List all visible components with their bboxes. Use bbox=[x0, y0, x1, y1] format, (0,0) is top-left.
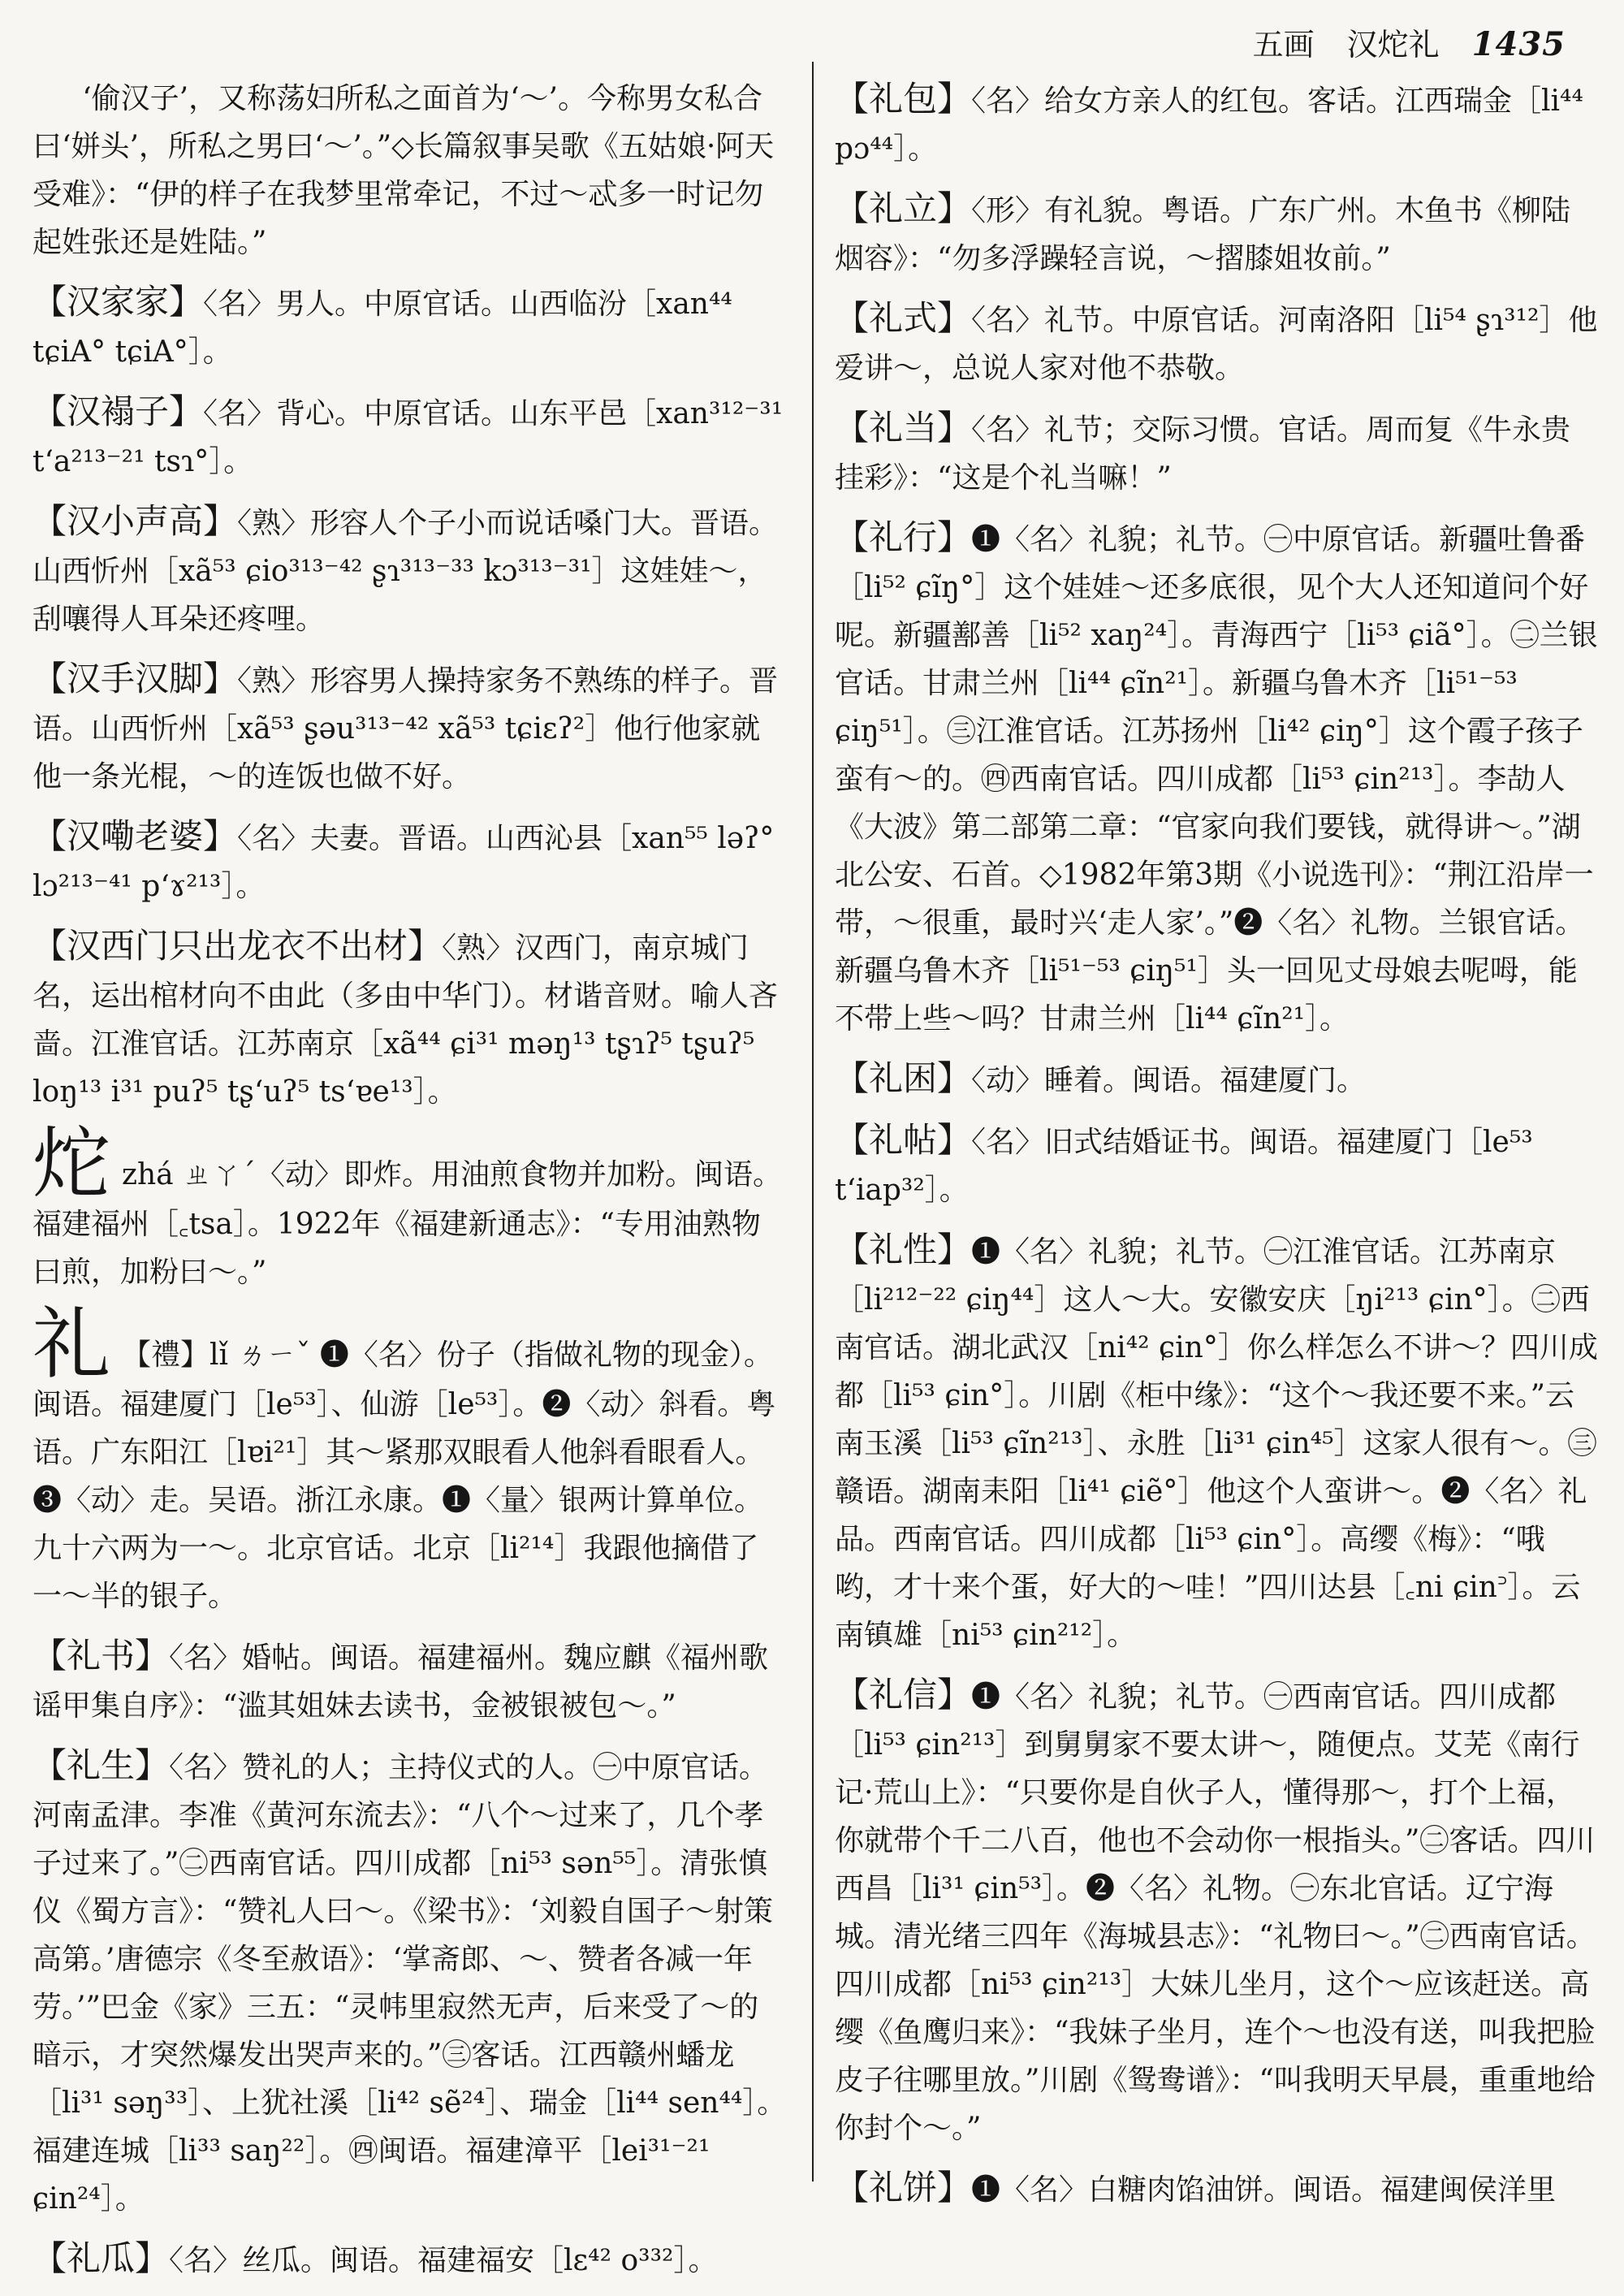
entry-headword: 【礼饼】 bbox=[835, 2168, 972, 2207]
entry-definition: 〈名〉礼节；交际习惯。官话。周而复《牛永贵挂彩》：“这是个礼当嘛！” bbox=[835, 413, 1571, 495]
entry-headword: 【汉西门只出龙衣不出材】 bbox=[32, 926, 443, 966]
entry-definition: 〈名〉男人。中原官话。山西临汾［xan⁴⁴ tɕiA° tɕiA°］。 bbox=[32, 288, 732, 369]
dictionary-entry bbox=[835, 294, 1598, 392]
dictionary-entry bbox=[835, 1671, 1598, 2152]
entry-definition: 〈动〉睡着。闽语。福建厦门。 bbox=[971, 1064, 1367, 1097]
entry-headword: 【礼瓜】 bbox=[32, 2238, 170, 2278]
entry-definition: 〈名〉旧式结婚证书。闽语。福建厦门［le⁵³ tʻiap³²］。 bbox=[835, 1126, 1533, 1207]
dictionary-entry bbox=[835, 184, 1598, 283]
entry-definition: ❶〈名〉礼貌；礼节。㊀江淮官话。江苏南京［li²¹²⁻²² ɕiŋ⁴⁴］这人～大。安徽安庆［ŋi²¹³ ɕin°］。㊁西南官话。湖北武汉［ni⁴² ɕin°］你么样怎么不讲～？四川成都［li⁵³ ɕin°］。川剧《柜中缘》：“这个～我还要不来。”云南玉溪［li⁵³ ɕĩn²¹³］、永胜［li³¹ ɕin⁴⁵］这家人很有～。㊂赣语。湖南耒阳［li⁴¹ ɕiẽ°］他这个人蛮讲～。❷〈名〉礼品。西南官话。四川成都［li⁵³ ɕin°］。高缨《梅》：“哦哟，才十来个蛋，好大的～哇！”四川达县［꜀ni ɕin꜄］。云南镇雄［ni⁵³ ɕin²¹²］。 bbox=[835, 1235, 1598, 1652]
dictionary-entry bbox=[835, 2164, 1598, 2214]
entry-definition: 〈名〉背心。中原官话。山东平邑［xan³¹²⁻³¹ tʻa²¹³⁻²¹ tsɿ°］。 bbox=[32, 397, 784, 478]
dictionary-entry bbox=[32, 1299, 788, 1620]
entry-definition: 【禮】lǐ ㄌㄧˇ ❶〈名〉份子（指做礼物的现金）。闽语。福建厦门［le⁵³］、仙游［le⁵³］。❷〈动〉斜看。粤语。广东阳江［lɐi²¹］其～紧那双眼看人他斜看眼看人。❸〈动〉走。吴语。浙江永康。❶〈量〉银两计算单位。九十六两为一～。北京官话。北京［li²¹⁴］我跟他摘借了一～半的银子。 bbox=[32, 1338, 776, 1613]
entry-headword: 【礼信】 bbox=[835, 1675, 972, 1714]
dictionary-entry bbox=[32, 655, 788, 801]
running-header bbox=[1253, 19, 1566, 64]
dictionary-entry bbox=[32, 1118, 788, 1296]
entry-headword: 【礼生】 bbox=[32, 1745, 170, 1785]
entry-headword: 【汉手汉脚】 bbox=[32, 659, 238, 698]
dictionary-entry bbox=[32, 2234, 788, 2285]
entry-headword: 【汉小声高】 bbox=[32, 501, 238, 541]
left-entries bbox=[32, 278, 788, 2285]
dictionary-entry bbox=[32, 1632, 788, 1730]
dictionary-entry bbox=[32, 922, 788, 1116]
header-chars: 汉炨礼 bbox=[1346, 27, 1440, 63]
entry-definition: 〈熟〉汉西门，南京城门名，运出棺材向不由此（多由中华门）。材谐音财。喻人吝啬。江淮官话。江苏南京［xã⁴⁴ ɕi³¹ məŋ¹³ tʂɿʔ⁵ tʂuʔ⁵ loŋ¹³ i³¹ puʔ⁵ tʂʻuʔ⁵ tsʻɐe¹³］。 bbox=[32, 932, 779, 1109]
dictionary-entry bbox=[835, 513, 1598, 1043]
entry-headword: 【汉家家】 bbox=[32, 282, 204, 322]
entry-definition: zhá ㄓㄚˊ〈动〉即炸。用油煎食物并加粉。闽语。福建福州［꜀tsa］。1922年《福建新通志》：“专用油熟物曰煎，加粉曰～。” bbox=[32, 1158, 783, 1289]
entry-definition: 〈名〉给女方亲人的红包。客话。江西瑞金［li⁴⁴ pɔ⁴⁴］。 bbox=[835, 84, 1583, 166]
entry-headword: 【礼式】 bbox=[835, 298, 972, 338]
dictionary-entry bbox=[32, 812, 788, 910]
entry-definition: ❶〈名〉礼貌；礼节。㊀西南官话。四川成都［li⁵³ ɕin²¹³］到舅舅家不要太讲～，随便点。艾芜《南行记·荒山上》：“只要你是自伙子人，懂得那～，打个上福，你就带个千二八百，他也不会动你一根指头。”㊁客话。四川西昌［li³¹ ɕin⁵³］。❷〈名〉礼物。㊀东北官话。辽宁海城。清光绪三四年《海城县志》：“礼物曰～。”㊁西南官话。四川成都［ni⁵³ ɕin²¹³］大妹儿坐月，这个～应该赶送。高缨《鱼鹰归来》：“我妹子坐月，连个～也没有送，叫我把脸皮子往哪里放。”川剧《鸳鸯谱》：“叫我明天早晨，重重地给你封个～。” bbox=[835, 1680, 1596, 2145]
entry-definition: 〈熟〉形容男人操持家务不熟练的样子。晋语。山西忻州［xã⁵³ ʂəu³¹³⁻⁴² xã⁵³ tɕiɛʔ²］他行他家就他一条光棍，～的连饭也做不好。 bbox=[32, 664, 779, 793]
entry-headword: 【礼包】 bbox=[835, 79, 972, 119]
entry-headword: 【礼立】 bbox=[835, 188, 972, 228]
entry-headword: 【礼行】 bbox=[835, 517, 972, 557]
head-character: 礼 bbox=[32, 1299, 110, 1390]
dictionary-entry bbox=[835, 1226, 1598, 1659]
entry-definition: 〈名〉礼节。中原官话。河南洛阳［li⁵⁴ ʂɿ³¹²］他爱讲～，总说人家对他不恭敬。 bbox=[835, 304, 1598, 385]
entry-headword: 【礼帖】 bbox=[835, 1120, 972, 1160]
entry-definition: ❶〈名〉白糖肉馅油饼。闽语。福建闽侯洋里 bbox=[971, 2173, 1557, 2207]
head-character: 炨 bbox=[32, 1118, 110, 1209]
dictionary-entry bbox=[32, 387, 788, 486]
dictionary-entry bbox=[835, 404, 1598, 502]
dictionary-entry bbox=[835, 75, 1598, 173]
entry-definition: ❶〈名〉礼貌；礼节。㊀中原官话。新疆吐鲁番［li⁵² ɕĩŋ°］这个娃娃～还多底很，见个大人还知道问个好呢。新疆鄯善［li⁵² xaŋ²⁴］。青海西宁［li⁵³ ɕiã°］。㊁兰银官话。甘肃兰州［li⁴⁴ ɕĩn²¹］。新疆乌鲁木齐［li⁵¹⁻⁵³ ɕiŋ⁵¹］。㊂江淮官话。江苏扬州［li⁴² ɕiŋ°］这个霞子孩子蛮有～的。㊃西南官话。四川成都［li⁵³ ɕin²¹³］。李劼人《大波》第二部第二章：“官家向我们要钱，就得讲～。”湖北公安、石首。◇1982年第3期《小说选刊》：“荆江沿岸一带，～很重，最时兴‘走人家’。”❷〈名〉礼物。兰银官话。新疆乌鲁木齐［li⁵¹⁻⁵³ ɕiŋ⁵¹］头一回见丈母娘去呢呣，能不带上些～吗？甘肃兰州［li⁴⁴ ɕĩn²¹］。 bbox=[835, 523, 1598, 1036]
entry-headword: 【礼书】 bbox=[32, 1636, 170, 1676]
entry-headword: 【礼性】 bbox=[835, 1230, 972, 1269]
entry-definition: 〈名〉夫妻。晋语。山西沁县［xan⁵⁵ ləʔ° lɔ²¹³⁻⁴¹ pʻɤ²¹³］。 bbox=[32, 822, 775, 903]
page-number: 1435 bbox=[1471, 25, 1566, 63]
entry-definition: 〈名〉丝瓜。闽语。福建福安［lɛ⁴² o³³²］。 bbox=[169, 2244, 718, 2277]
dictionary-entry bbox=[835, 1054, 1598, 1105]
entry-headword: 【礼当】 bbox=[835, 408, 972, 448]
dictionary-entry bbox=[32, 1741, 788, 2223]
entry-headword: 【汉嘞老婆】 bbox=[32, 816, 238, 856]
entry-definition: 〈熟〉形容人个子小而说话嗓门大。晋语。山西忻州［xã⁵³ ɕio³¹³⁻⁴² ʂɿ³¹³⁻³³ kɔ³¹³⁻³¹］这娃娃～，刮嚷得人耳朵还疼哩。 bbox=[32, 507, 779, 636]
entry-definition: 〈名〉赞礼的人；主持仪式的人。㊀中原官话。河南孟津。李准《黄河东流去》：“八个～过来了，几个孝子过来了。”㊁西南官话。四川成都［ni⁵³ sən⁵⁵］。清张慎仪《蜀方言》：“赞礼人曰～。《梁书》：‘刘毅自国子～射策高第。’唐德宗《冬至赦语》：‘掌斋郎、～、赞者各减一年劳。’”巴金《家》三五：“灵帏里寂然无声，后来受了～的暗示，才突然爆发出哭声来的。”㊂客话。江西赣州蟠龙［li³¹ səŋ³³］、上犹社溪［li⁴² sẽ²⁴］、瑞金［li⁴⁴ sen⁴⁴］。福建连城［li³³ saŋ²²］。㊃闽语。福建漳平［lei³¹⁻²¹ ɕin²⁴］。 bbox=[32, 1751, 787, 2216]
entry-headword: 【礼困】 bbox=[835, 1058, 972, 1098]
column-divider bbox=[812, 62, 814, 2181]
header-section: 五画 bbox=[1252, 27, 1315, 63]
entry-headword: 【汉褟子】 bbox=[32, 391, 204, 431]
entry-definition: 〈形〉有礼貌。粤语。广东广州。木鱼书《柳陆烟容》：“勿多浮躁轻言说，～摺膝姐妆前。” bbox=[835, 194, 1571, 275]
dictionary-entry bbox=[32, 278, 788, 376]
left-column bbox=[32, 75, 788, 2296]
entry-definition: 〈名〉婚帖。闽语。福建福州。魏应麒《福州歌谣甲集自序》：“滥其姐妹去读书，金被银被包～。” bbox=[32, 1641, 769, 1723]
right-entries bbox=[835, 75, 1598, 2214]
dictionary-entry bbox=[32, 497, 788, 643]
dictionary-entry bbox=[835, 1116, 1598, 1214]
right-column bbox=[835, 75, 1598, 2225]
continued-entry: ‘偷汉子’，又称荡妇所私之面首为‘～’。今称男女私合曰‘姘头’，所私之男曰‘～’。”◇长篇叙事吴歌《五姑娘·阿天受难》：“伊的样子在我梦里常牵记，不过～忒多一时记勿起姓张还是姓陆。” bbox=[32, 82, 775, 259]
